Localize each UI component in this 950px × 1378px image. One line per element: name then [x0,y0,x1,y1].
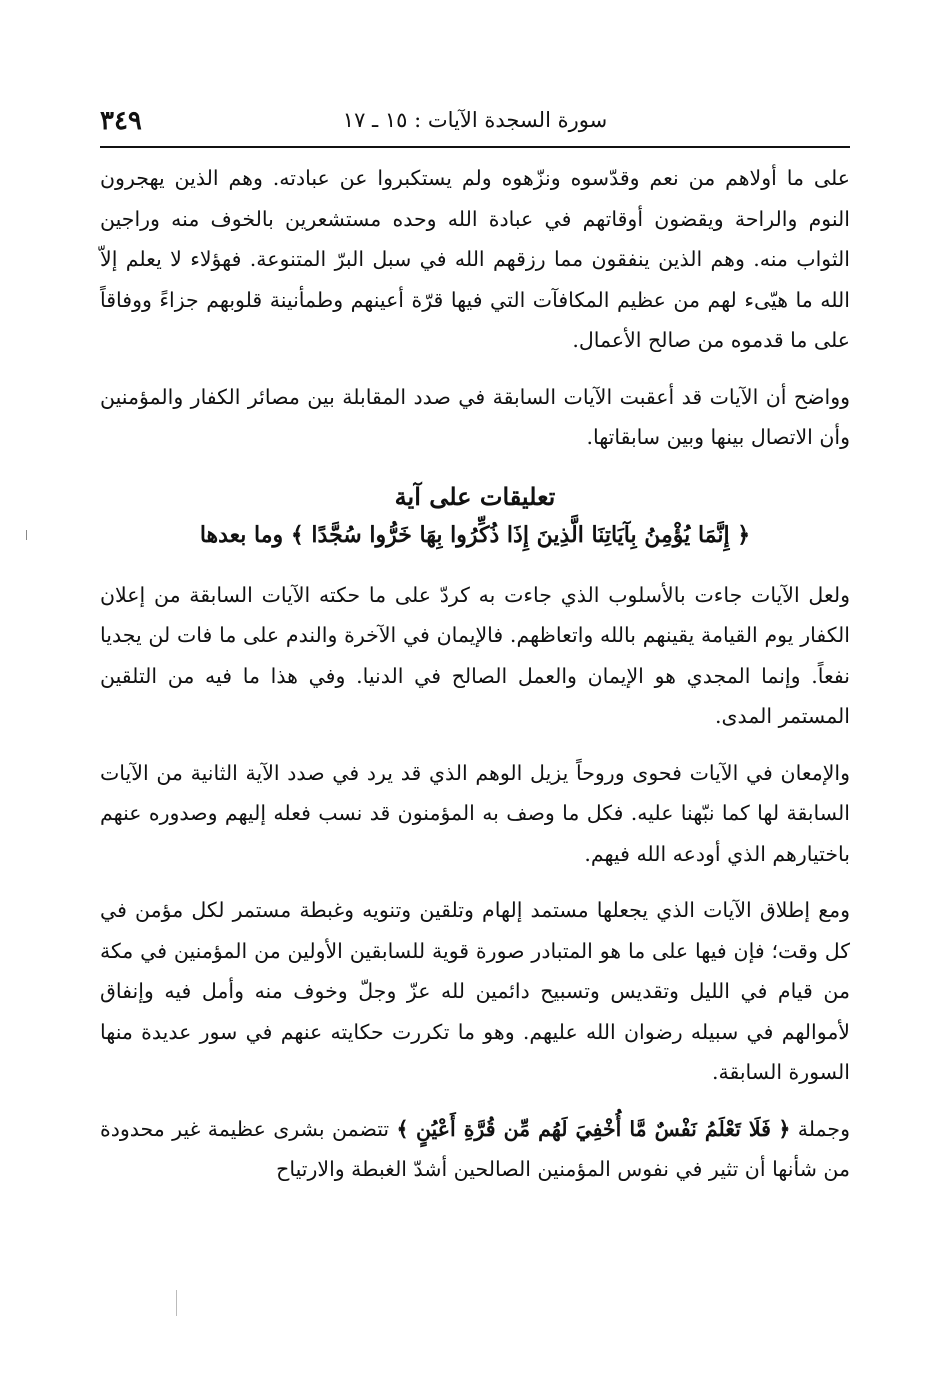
running-head: سورة السجدة الآيات : ١٥ ـ ١٧ [342,108,608,132]
paragraph: على ما أولاهم من نعم وقدّسوه ونزّهوه ولم يستكبروا عن عبادته. وهم الذين يهجرون النوم والراحة ويقضون أوقاتهم في عبادة الله وحده مستشعرين بالخوف منه وراجين الثواب منه. وهم الذين ينفقون مما رزقهم الله في سبل البرّ المتنوعة. فهؤلاء لا يعلم إلاّ الله ما هيّىء لهم من عظيم المكافآت التي فيها قرّة أعينهم وطمأنينة قلوبهم جزاءً ووفاقاً على ما قدموه من صالح الأعمال. [100,166,850,352]
paragraph: ومع إطلاق الآيات الذي يجعلها مستمد إلهام وتلقين وتنويه وغبطة مستمر لكل مؤمن في كل وقت؛ فإن فيها على ما هو المتبادر صورة قوية للسابقين الأولين من المؤمنين في مكة من قيام في الليل وتقديس وتسبيح دائمين لله عزّ وجلّ وخوف منه وأمل فيه وإنفاق لأموالهم في سبيله رضوان الله عليهم. وهو ما تكررت حكايته عنهم في سور عديدة منها السورة السابقة. [100,898,850,1084]
page-header [100,100,850,148]
quran-verse: إِنَّمَا يُؤْمِنُ بِآيَاتِنَا الَّذِينَ إِذَا ذُكِّرُوا بِهَا خَرُّوا سُجَّدًا [311,521,730,548]
verse-open-bracket: ﴿ [778,1116,791,1141]
paragraph-rest: تتضمن بشرى عظيمة غير محدودة من شأنها أن تثير في نفوس المؤمنين الصالحين أشدّ الغبطة والارتياح [100,1116,850,1181]
section-title: تعليقات على آية [394,481,556,511]
paragraph-lead: وجملة [797,1116,850,1141]
book-page [100,100,850,1260]
paragraph: ولعل الآيات جاءت بالأسلوب الذي جاءت به كردّ على ما حكته الآيات السابقة من إعلان الكفار يوم القيامة يقينهم بالله واتعاظهم. فالإيمان في الآخرة والندم على ما فات لن يجديا نفعاً. وإنما المجدي هو الإيمان والعمل الصالح في الدنيا. وفي هذا ما فيه من التلقين المستمر المدى. [100,582,850,728]
verse-close-bracket: ﴾ [396,1116,409,1141]
page-body [100,148,850,1190]
paragraph-last [100,1109,850,1190]
verse-open-bracket: ﴿ [737,521,751,548]
scan-mark [176,1290,177,1316]
verse-suffix: وما بعدها [199,521,284,548]
page-number: ٣٤٩ [100,106,142,136]
paragraph: والإمعان في الآيات فحوى وروحاً يزيل الوهم الذي قد يرد في صدد الآية الثانية من الآيات السابقة لها كما نبّهنا عليه. فكل ما وصف به المؤمنون قد نسب فعله إليهم وصدوره عنهم باختيارهم الذي أودعه الله فيهم. [100,760,850,866]
paragraph: وواضح أن الآيات قد أعقبت الآيات السابقة في صدد المقابلة بين مصائر الكفار والمؤمنين وأن الاتصال بينها وبين سابقاتها. [100,384,850,449]
quran-verse-inline: فَلَا تَعْلَمُ نَفْسٌ مَّا أُخْفِيَ لَهُم مِّن قُرَّةِ أَعْيُنٍ [415,1116,771,1141]
verse-close-bracket: ﴾ [290,521,304,548]
scan-mark [26,530,27,540]
section-verse-heading [100,515,850,555]
